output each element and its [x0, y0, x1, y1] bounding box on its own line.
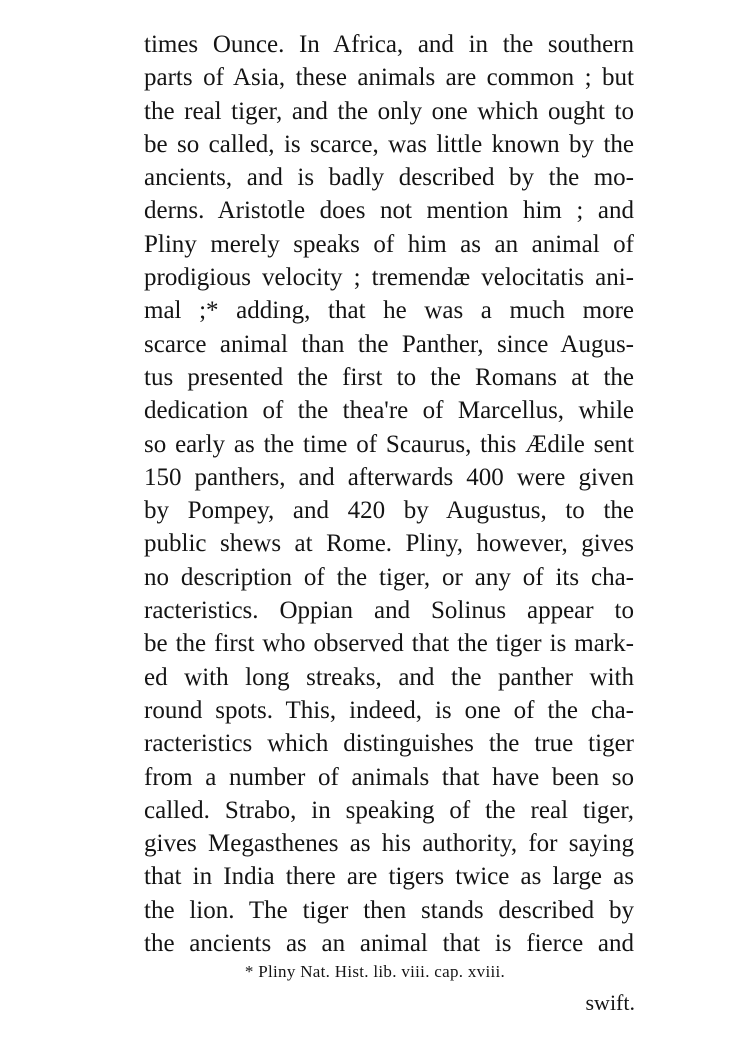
text-line: round spots. This, indeed, is one of the cha-: [144, 696, 634, 724]
text-line: the lion. The tiger then stands described by: [144, 896, 634, 924]
catchword: swift.: [585, 990, 635, 1015]
body-text: [144, 28, 634, 960]
text-line: prodigious velocity ; tremendæ velocitatis ani-: [144, 264, 634, 292]
text-line: times Ounce. In Africa, and in the southern: [144, 31, 634, 58]
text-line: 150 panthers, and afterwards 400 were given: [144, 463, 634, 491]
text-line: from a number of animals that have been so: [144, 763, 634, 791]
footnote: * Pliny Nat. Hist. lib. viii. cap. xviii.: [244, 962, 506, 981]
text-line: by Pompey, and 420 by Augustus, to the: [144, 497, 634, 525]
text-line: the ancients as an animal that is fierce and: [144, 930, 634, 958]
text-line: scarce animal than the Panther, since Augus-: [144, 330, 634, 358]
text-line: called. Strabo, in speaking of the real tiger,: [144, 796, 634, 824]
text-line: be the first who observed that the tiger is mark-: [144, 630, 634, 658]
text-line: that in India there are tigers twice as large as: [144, 863, 634, 891]
text-line: ancients, and is badly described by the mo-: [144, 164, 634, 192]
text-line: mal ;* adding, that he was a much more: [144, 297, 634, 325]
text-line: ed with long streaks, and the panther with: [144, 663, 634, 691]
text-line: be so called, is scarce, was little known by the: [144, 130, 634, 158]
text-line: so early as the time of Scaurus, this Ædile sent: [144, 430, 634, 458]
text-line: public shews at Rome. Pliny, however, gives: [144, 530, 634, 558]
text-line: parts of Asia, these animals are common ; but: [144, 64, 634, 92]
text-line: tus presented the first to the Romans at the: [144, 363, 634, 391]
text-line: racteristics. Oppian and Solinus appear to: [144, 597, 634, 625]
text-line: gives Megasthenes as his authority, for saying: [144, 830, 634, 858]
text-line: no description of the tiger, or any of its cha-: [144, 563, 634, 591]
text-line: derns. Aristotle does not mention him ; and: [144, 197, 634, 225]
text-line: racteristics which distinguishes the true tiger: [144, 730, 634, 758]
text-line: dedication of the thea're of Marcellus, while: [144, 397, 634, 425]
text-line: the real tiger, and the only one which ought to: [144, 97, 634, 125]
text-line: Pliny merely speaks of him as an animal of: [144, 230, 634, 258]
